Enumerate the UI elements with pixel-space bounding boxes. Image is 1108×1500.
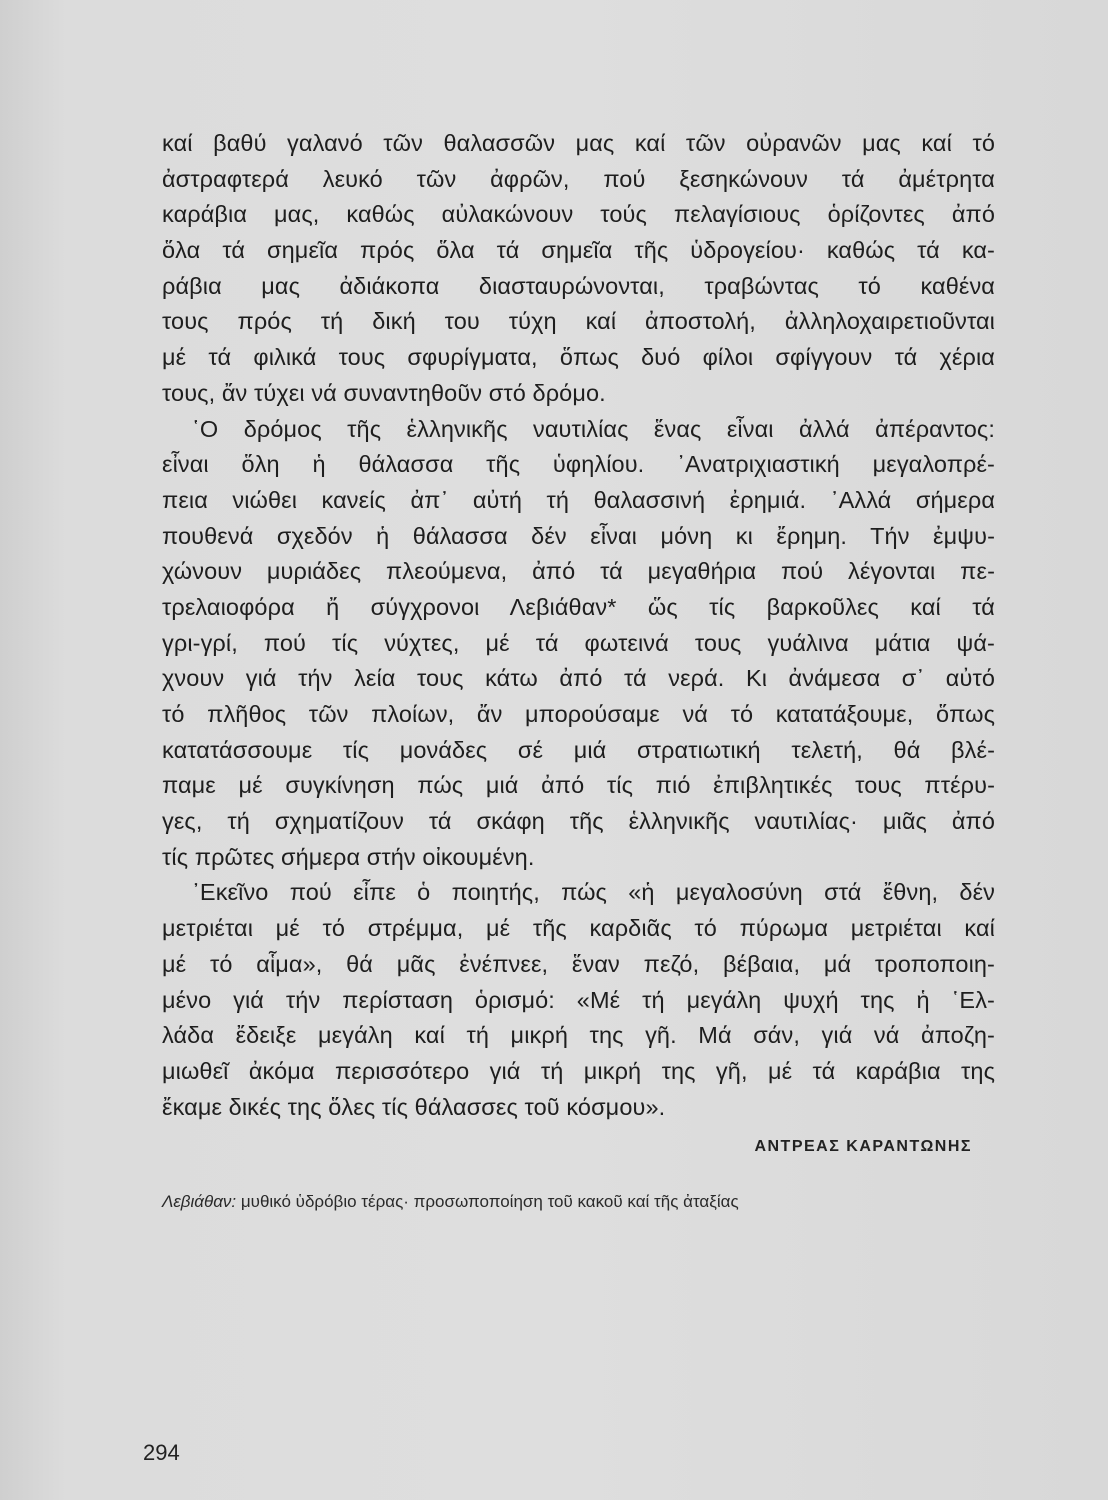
text-line: κατατάσσουμε τίς μονάδες σέ μιά στρατιωτική τελετή, θά βλέ- [162,736,995,763]
text-line: χώνουν μυριάδες πλεούμενα, ἀπό τά μεγαθήρια πού λέγονται πε- [162,558,995,585]
text-line: εἶναι ὅλη ἡ θάλασσα τῆς ὑφηλίου. ᾿Ανατριχιαστική μεγαλοπρέ- [162,451,995,478]
text-line: ἀστραφτερά λευκό τῶν ἀφρῶν, πού ξεσηκώνουν τά ἀμέτρητα [162,165,995,192]
text-line: γρι-γρί, πού τίς νύχτες, μέ τά φωτεινά τους γυάλινα μάτια ψά- [162,629,995,656]
text-line: μέ τά φιλικά τους σφυρίγματα, ὅπως δυό φίλοι σφίγγουν τά χέρια [162,344,995,371]
text-line: τους πρός τή δική του τύχη καί ἀποστολή, ἀλληλοχαιρετιοῦνται [162,308,995,335]
text-line: πεια νιώθει κανείς ἀπ᾿ αὐτή τή θαλασσινή ἐρημιά. ᾿Αλλά σήμερα [162,486,995,513]
footnote [162,1192,739,1212]
text-line: πουθενά σχεδόν ἡ θάλασσα δέν εἶναι μόνη κι ἔρημη. Τήν ἐμψυ- [162,522,995,549]
text-line: τό πλῆθος τῶν πλοίων, ἄν μπορούσαμε νά τό κατατάξουμε, ὅπως [162,701,995,727]
text-line: μιωθεῖ ἀκόμα περισσότερο γιά τή μικρή της γῆ, μέ τά καράβια της [162,1057,995,1084]
text-line: ὅλα τά σημεῖα πρός ὅλα τά σημεῖα τῆς ὑδρογείου· καθώς τά κα- [162,237,995,264]
text-line: καράβια μας, καθώς αὐλακώνουν τούς πελαγίσιους ὁρίζοντες ἀπό [162,201,995,228]
text-line: μένο γιά τήν περίσταση ὁρισμό: «Μέ τή μεγάλη ψυχή της ἡ ῾Ελ- [162,986,995,1013]
text-line: τρελαιοφόρα ἤ σύγχρονοι Λεβιάθαν* ὥς τίς βαρκοῦλες καί τά [162,593,995,620]
text-line: τίς πρῶτες σήμερα στήν οἰκουμένη. [162,843,535,870]
text-line: ράβια μας ἀδιάκοπα διασταυρώνονται, τραβώντας τό καθένα [162,272,995,299]
text-line: ῾Ο δρόμος τῆς ἑλληνικῆς ναυτιλίας ἕνας εἶναι ἀλλά ἀπέραντος: [192,415,995,442]
text-line: χνουν γιά τήν λεία τους κάτω ἀπό τά νερά. Κι ἀνάμεσα σ᾿ αὐτό [162,665,995,692]
text-line: ἔκαμε δικές της ὅλες τίς θάλασσες τοῦ κόσμου». [162,1093,666,1120]
text-line: τους, ἄν τύχει νά συναντηθοῦν στό δρόμο. [162,379,606,406]
text-line: ᾿Εκεῖνο πού εἶπε ὁ ποιητής, πώς «ἡ μεγαλοσύνη στά ἔθνη, δέν [192,879,995,906]
text-line: καί βαθύ γαλανό τῶν θαλασσῶν μας καί τῶν οὐρανῶν μας καί τό [162,130,995,156]
page-number: 294 [143,1440,180,1465]
author-signature: ΑΝΤΡΕΑΣ ΚΑΡΑΝΤΩΝΗΣ [754,1138,972,1155]
text-line: μέ τό αἷμα», θά μᾶς ἐνέπνεε, ἕναν πεζό, βέβαια, μά τροποποιη- [162,950,995,977]
footnote-text: μυθικό ὑδρόβιο τέρας· προσωποποίηση τοῦ κακοῦ καί τῆς ἀταξίας [236,1192,739,1211]
footnote-term: Λεβιάθαν: [162,1192,237,1211]
text-line: παμε μέ συγκίνηση πώς μιά ἀπό τίς πιό ἐπιβλητικές τους πτέρυ- [162,772,995,799]
text-line: γες, τή σχηματίζουν τά σκάφη τῆς ἑλληνικῆς ναυτιλίας· μιᾶς ἀπό [162,808,995,835]
body-text [162,126,995,1125]
text-line: λάδα ἔδειξε μεγάλη καί τή μικρή της γῆ. Μά σάν, γιά νά ἀποζη- [162,1022,995,1049]
text-line: μετριέται μέ τό στρέμμα, μέ τῆς καρδιᾶς τό πύρωμα μετριέται καί [162,915,995,942]
